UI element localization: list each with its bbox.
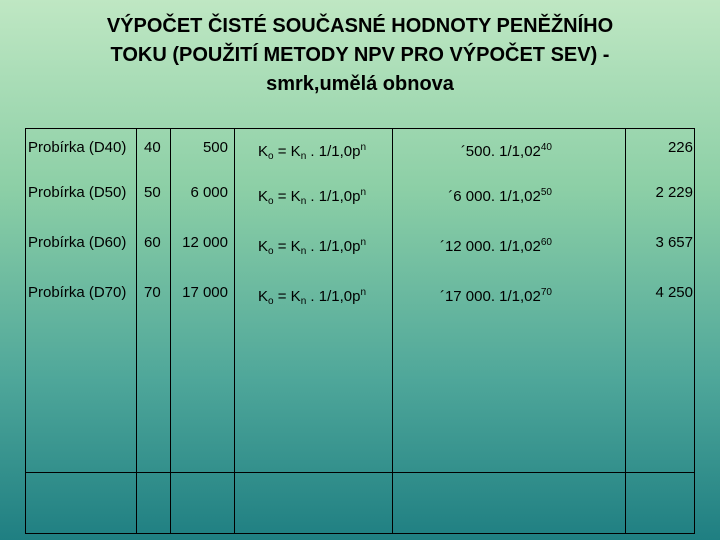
row-age: 50 [144,184,161,201]
row-result: 226 [667,139,693,156]
table-row [26,281,694,305]
table-row [26,231,694,255]
row-formula: $K_o = K_n$ . $1/1,0p^n$ [258,187,367,207]
row-result: 4 250 [655,284,693,301]
row-value: 17 000 [182,284,228,301]
title-line-3: smrk,umělá obnova [266,73,454,95]
row-calculation: ´17 000. 1/1,02$^{70}$ [439,287,552,305]
table-row [26,136,694,160]
row-value: 500 [202,139,228,156]
row-label: Probírka (D70) [28,284,127,301]
row-value: 12 000 [182,234,228,251]
row-result: 2 229 [655,184,693,201]
row-calculation: ´12 000. 1/1,02$^{60}$ [439,237,552,255]
row-value: 6 000 [190,184,228,201]
row-age: 70 [144,284,161,301]
page-title [20,12,700,99]
row-label: Probírka (D40) [28,139,127,156]
row-label: Probírka (D60) [28,234,127,251]
row-age: 60 [144,234,161,251]
npv-table [25,128,695,534]
row-formula: $K_o = K_n$ . $1/1,0p^n$ [258,142,367,162]
footer-row-divider [26,472,694,473]
row-result: 3 657 [655,234,693,251]
row-calculation: ´6 000. 1/1,02$^{50}$ [448,187,552,205]
row-formula: $K_o = K_n$ . $1/1,0p^n$ [258,287,367,307]
row-calculation: ´500. 1/1,02$^{40}$ [460,142,552,160]
row-formula: $K_o = K_n$ . $1/1,0p^n$ [258,237,367,257]
title-line-2: TOKU (POUŽITÍ METODY NPV PRO VÝPOČET SEV) - [110,44,610,66]
row-age: 40 [144,139,161,156]
table-row [26,181,694,205]
row-label: Probírka (D50) [28,184,127,201]
title-line-1: VÝPOČET ČISTÉ SOUČASNÉ HODNOTY PENĚŽNÍHO [106,15,614,37]
